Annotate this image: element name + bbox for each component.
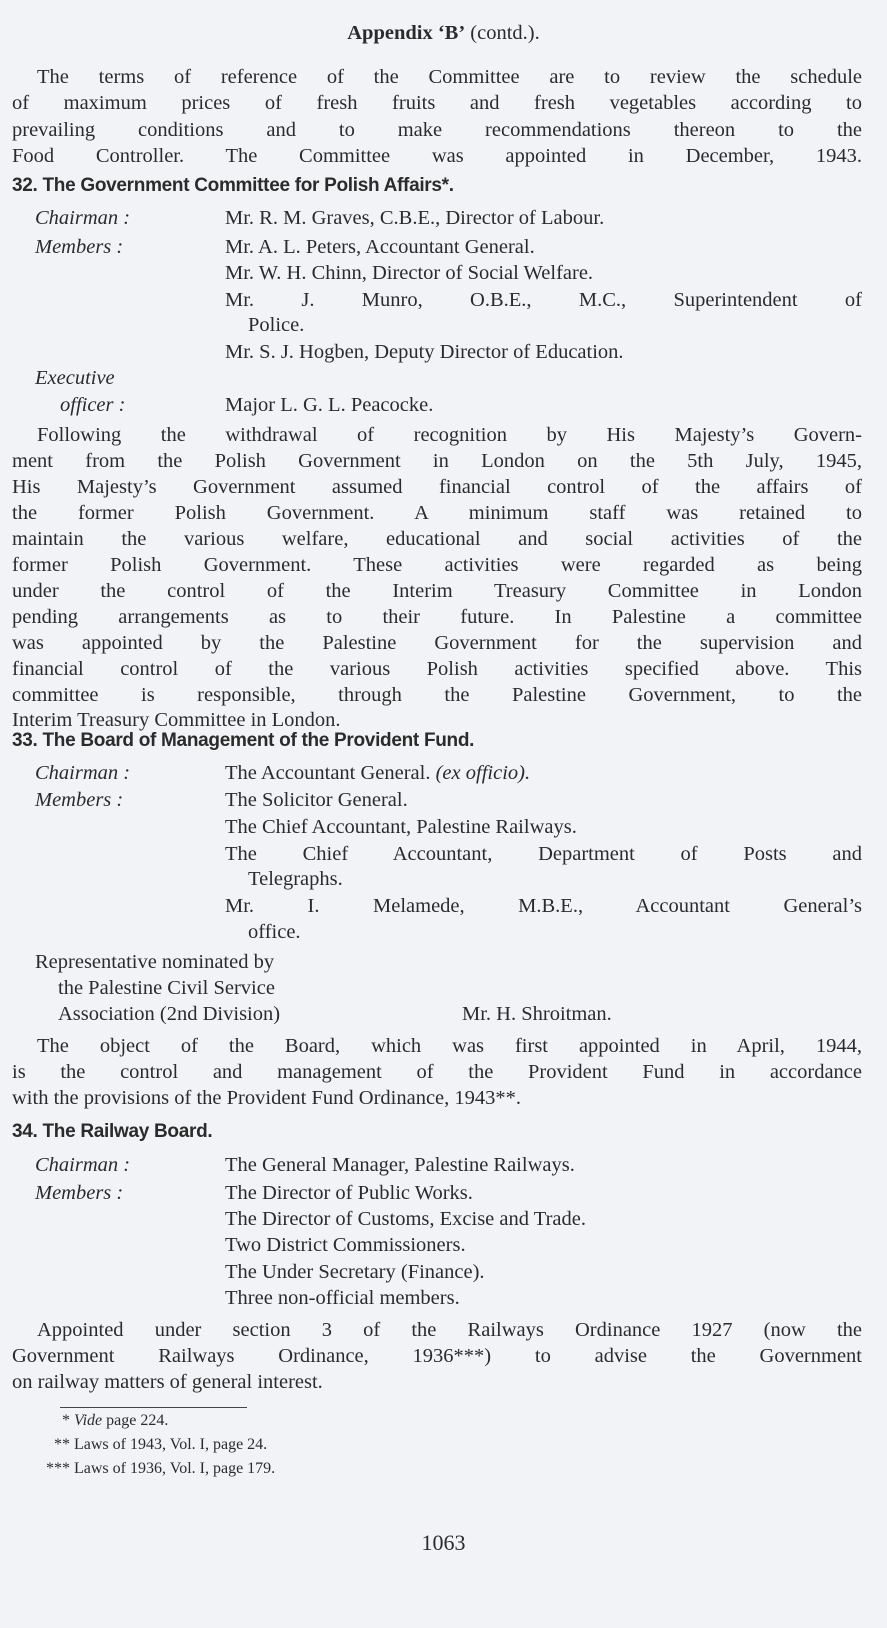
member: Mr. A. L. Peters, Accountant General.: [225, 236, 535, 258]
text-line: under the control of the Interim Treasury Committee in London: [12, 580, 862, 602]
member: The Under Secretary (Finance).: [225, 1261, 485, 1283]
section-32-heading: 32. The Government Committee for Polish Affairs*.: [12, 175, 454, 196]
text-line: Food Controller. The Committee was appointed in December, 1943.: [12, 145, 862, 167]
section-34-heading: 34. The Railway Board.: [12, 1121, 213, 1142]
footnote: [40, 1410, 169, 1432]
text-line: former Polish Government. These activities were regarded as being: [12, 554, 862, 576]
member: Mr. J. Munro, O.B.E., M.C., Superintendent of: [225, 289, 862, 311]
text-line: His Majesty’s Government assumed financial control of the affairs of: [12, 476, 862, 498]
officer-label: officer :: [60, 394, 126, 416]
member-continuation: Telegraphs.: [248, 868, 343, 890]
footnote-italic: Vide: [74, 1412, 103, 1429]
member: The Director of Public Works.: [225, 1182, 473, 1204]
member: The Chief Accountant, Palestine Railways.: [225, 816, 577, 838]
page-number: 1063: [421, 1530, 466, 1555]
executive-officer-value: Major L. G. L. Peacocke.: [225, 394, 434, 416]
member: The Chief Accountant, Department of Posts and: [225, 843, 862, 865]
representative-label: Representative nominated by: [35, 951, 275, 973]
page-title: [0, 20, 887, 46]
text-line: on railway matters of general interest.: [12, 1371, 323, 1393]
member-continuation: Police.: [248, 314, 305, 336]
member: Mr. I. Melamede, M.B.E., Accountant General’s: [225, 895, 862, 917]
member: The Director of Customs, Excise and Trade.: [225, 1208, 586, 1230]
executive-label: Executive: [35, 367, 115, 389]
footnote: [40, 1434, 267, 1456]
text-line: financial control of the various Polish activities specified above. This: [12, 658, 862, 680]
text-line: is the control and management of the Provident Fund in accordance: [12, 1061, 862, 1083]
chairman-label: Chairman :: [35, 1154, 131, 1176]
footnote: [40, 1458, 275, 1480]
member: Three non-official members.: [225, 1287, 460, 1309]
members-label: Members :: [35, 236, 124, 258]
member: Mr. S. J. Hogben, Deputy Director of Education.: [225, 341, 624, 363]
footnote-text: Laws of 1936, Vol. I, page 179.: [74, 1460, 276, 1477]
chairman-value: The General Manager, Palestine Railways.: [225, 1154, 575, 1176]
member-continuation: office.: [248, 921, 301, 943]
section-33-heading: 33. The Board of Management of the Provident Fund.: [12, 730, 475, 751]
chairman-value: Mr. R. M. Graves, C.B.E., Director of Labour.: [225, 207, 605, 229]
footnote-mark: ***: [46, 1460, 70, 1477]
text-line: ment from the Polish Government in London on the 5th July, 1945,: [12, 450, 862, 472]
footnote-mark: *: [62, 1412, 70, 1429]
text-line: The object of the Board, which was first appointed in April, 1944,: [37, 1035, 862, 1057]
footnote-mark: **: [54, 1436, 70, 1453]
text-line: pending arrangements as to their future. In Palestine a committee: [12, 606, 862, 628]
text-line: The terms of reference of the Committee are to review the schedule: [37, 66, 862, 88]
chairman-label: Chairman :: [35, 762, 131, 784]
text-line: with the provisions of the Provident Fund Ordinance, 1943**.: [12, 1087, 522, 1109]
text-line: the former Polish Government. A minimum staff was retained to: [12, 502, 862, 524]
footnote-divider: [60, 1407, 247, 1408]
footnote-text: page 224.: [102, 1412, 169, 1429]
text-line: maintain the various welfare, educational and social activities of the: [12, 528, 862, 550]
text-line: of maximum prices of fresh fruits and fresh vegetables according to: [12, 92, 862, 114]
text-line: prevailing conditions and to make recommendations thereon to the: [12, 119, 862, 141]
footnote-text: Laws of 1943, Vol. I, page 24.: [74, 1436, 268, 1453]
text-line: Appointed under section 3 of the Railways Ordinance 1927 (now the: [37, 1319, 862, 1341]
text-line: was appointed by the Palestine Government for the supervision and: [12, 632, 862, 654]
chairman-value: [225, 760, 862, 786]
chairman-note: (ex officio).: [435, 762, 531, 784]
members-label: Members :: [35, 1182, 124, 1204]
text-line: committee is responsible, through the Palestine Government, to the: [12, 684, 862, 706]
member: The Solicitor General.: [225, 789, 408, 811]
representative-label: the Palestine Civil Service: [58, 977, 275, 999]
member: Mr. W. H. Chinn, Director of Social Welfare.: [225, 262, 594, 284]
chairman-name: The Accountant General.: [225, 762, 431, 784]
members-label: Members :: [35, 789, 124, 811]
representative-name: Mr. H. Shroitman.: [462, 1003, 612, 1025]
text-line: Interim Treasury Committee in London.: [12, 709, 341, 731]
representative-label: Association (2nd Division): [58, 1003, 281, 1025]
title-rest: (contd.).: [465, 22, 540, 44]
member: Two District Commissioners.: [225, 1234, 466, 1256]
chairman-label: Chairman :: [35, 207, 131, 229]
text-line: Government Railways Ordinance, 1936***) to advise the Government: [12, 1345, 862, 1367]
text-line: Following the withdrawal of recognition by His Majesty’s Govern-: [37, 424, 862, 446]
title-bold: Appendix ‘B’: [347, 22, 466, 44]
